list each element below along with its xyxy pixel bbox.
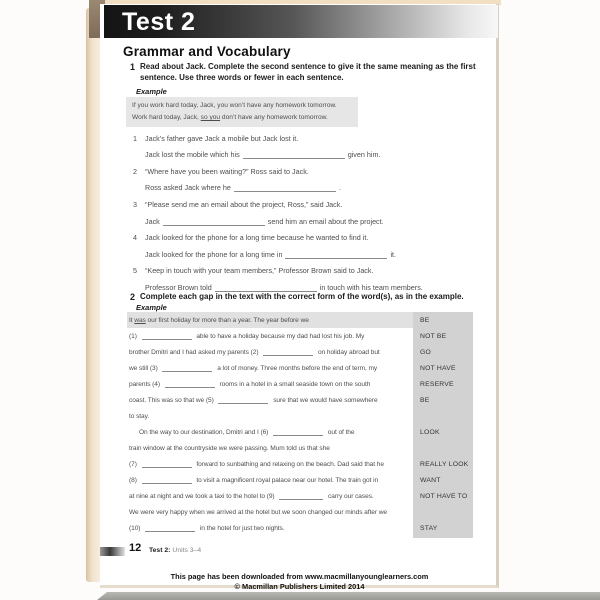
word-bank-item: LOOK <box>420 428 440 436</box>
example-sentence-2: Work hard today, Jack, so you don’t have any homework tomorrow. <box>132 114 328 121</box>
word-bank-item: RESERVE <box>420 380 454 388</box>
gap-blank <box>165 381 215 388</box>
text-line: to stay. <box>127 408 473 424</box>
exercise-2-instruction <box>130 292 495 303</box>
text-line: (10) in the hotel for just two nights. STAY <box>127 520 473 536</box>
item-prompt: “Where have you been waiting?” Ross said to Jack. <box>145 166 309 176</box>
item-3: 3 “Please send me an email about the project, Ross,” said Jack. Jack send him an email about the project. <box>133 199 384 226</box>
word-bank-item: BE <box>420 396 430 404</box>
gap-blank <box>145 525 195 532</box>
word-bank-item: BE <box>420 316 430 324</box>
exercise-2-instruction-text: Complete each gap in the text with the correct form of the word(s), as in the example. <box>140 292 464 301</box>
word-bank-item: NOT HAVE TO <box>420 492 468 500</box>
answer-blank <box>215 284 317 292</box>
text-line: (7) forward to sunbathing and relaxing on the beach. Dad said that he REALLY LOOK <box>127 456 473 472</box>
gap-blank <box>263 349 313 356</box>
word-bank-item: NOT BE <box>420 332 447 340</box>
text-line: On the way to our destination, Dmitri and I (6) out of the LOOK <box>127 424 473 440</box>
test-title: Test 2 <box>122 8 196 36</box>
answer-blank <box>285 251 387 259</box>
item-1: 1 Jack’s father gave Jack a mobile but Jack lost it. Jack lost the mobile which his given him. <box>133 133 381 160</box>
gap-blank <box>162 365 212 372</box>
word-bank-item: WANT <box>420 476 441 484</box>
gap-blank <box>142 333 192 340</box>
word-bank-item <box>413 440 473 456</box>
download-line-2: © Macmillan Publishers Limited 2014 <box>234 581 365 591</box>
text-line: parents (4) rooms in a hotel in a small seaside town on the south RESERVE <box>127 376 473 392</box>
word-bank-item: GO <box>420 348 431 356</box>
underlined-answer: was <box>134 316 146 324</box>
gap-blank <box>142 477 192 484</box>
text-line: (8) to visit a magnificent royal palace near our hotel. The train got in WANT <box>127 472 473 488</box>
gap-blank <box>279 493 323 500</box>
header-bar <box>104 5 498 38</box>
book-spine <box>86 8 100 582</box>
exercise-2-number: 2 <box>130 292 136 302</box>
exercise-1-instruction-text: Read about Jack. Complete the second sentence to give it the same meaning as the first sentence. Use three words or fewer in each sentence. <box>140 62 476 82</box>
answer-blank <box>234 184 336 192</box>
item-5: 5 “Keep in touch with your team members,” Professor Brown said to Jack. Professor Brown told in touch with his team members. <box>133 266 423 292</box>
text-line: we still (3) a lot of money. Three months before the end of term, my NOT HAVE <box>127 360 473 376</box>
exercise-1-example-label: Example <box>136 87 167 96</box>
section-title: Grammar and Vocabulary <box>123 44 291 59</box>
underlined-answer: so you <box>200 114 221 121</box>
answer-blank <box>243 151 345 159</box>
word-bank-item: NOT HAVE <box>420 364 456 372</box>
exercise-1-instruction <box>130 62 495 83</box>
text-line: train window at the countryside we were passing. Mum told us that she <box>127 440 473 456</box>
gap-blank <box>218 397 268 404</box>
download-notice <box>100 572 499 591</box>
text-line: (1) able to have a holiday because my dad had lost his job. My NOT BE <box>127 328 473 344</box>
word-bank-item <box>413 408 473 424</box>
bottom-shadow-bar <box>97 592 600 600</box>
page-number: 12 <box>129 542 142 554</box>
exercise-2-example-label: Example <box>136 303 167 312</box>
exercise-1-number: 1 <box>130 62 136 72</box>
gap-fill-text <box>127 312 473 536</box>
text-line: We were very happy when we arrived at the hotel but we soon changed our minds after we <box>127 504 473 520</box>
text-line: It was our first holiday for more than a year. The year before we BE <box>127 312 473 328</box>
footer-gradient-bar <box>100 547 125 556</box>
item-prompt: “Keep in touch with your team members,” Professor Brown said to Jack. <box>145 266 374 276</box>
example-sentence-1: If you work hard today, Jack, you won’t have any homework tomorrow. <box>132 102 337 109</box>
word-bank-item <box>413 504 473 520</box>
text-line: coast. This was so that we (5) sure that we would have somewhere BE <box>127 392 473 408</box>
item-2: 2 “Where have you been waiting?” Ross said to Jack. Ross asked Jack where he . <box>133 166 341 193</box>
item-prompt: Jack looked for the phone for a long time because he wanted to find it. <box>145 233 369 243</box>
gap-blank <box>142 461 192 468</box>
item-prompt: Jack’s father gave Jack a mobile but Jack lost it. <box>145 133 299 143</box>
download-line-1: This page has been downloaded from www.macmillanyounglearners.com <box>170 572 429 581</box>
item-4: 4 Jack looked for the phone for a long time because he wanted to find it. Jack looked for the phone for a long time in it. <box>133 233 397 259</box>
text-line: brother Dmitri and I had asked my parents (2) on holiday abroad but GO <box>127 344 473 360</box>
footer-units: Test 2: Units 3–4 <box>149 547 202 554</box>
word-bank-item: STAY <box>420 524 438 532</box>
word-bank-item: REALLY LOOK <box>420 460 469 468</box>
exercise-1-example-box <box>126 97 358 127</box>
gap-blank <box>273 429 323 436</box>
text-line: at nine at night and we took a taxi to the hotel to (9) carry our cases. NOT HAVE TO <box>127 488 473 504</box>
answer-blank <box>163 218 265 226</box>
item-prompt: “Please send me an email about the project, Ross,” said Jack. <box>145 199 343 209</box>
exercise-1-items <box>133 126 489 292</box>
